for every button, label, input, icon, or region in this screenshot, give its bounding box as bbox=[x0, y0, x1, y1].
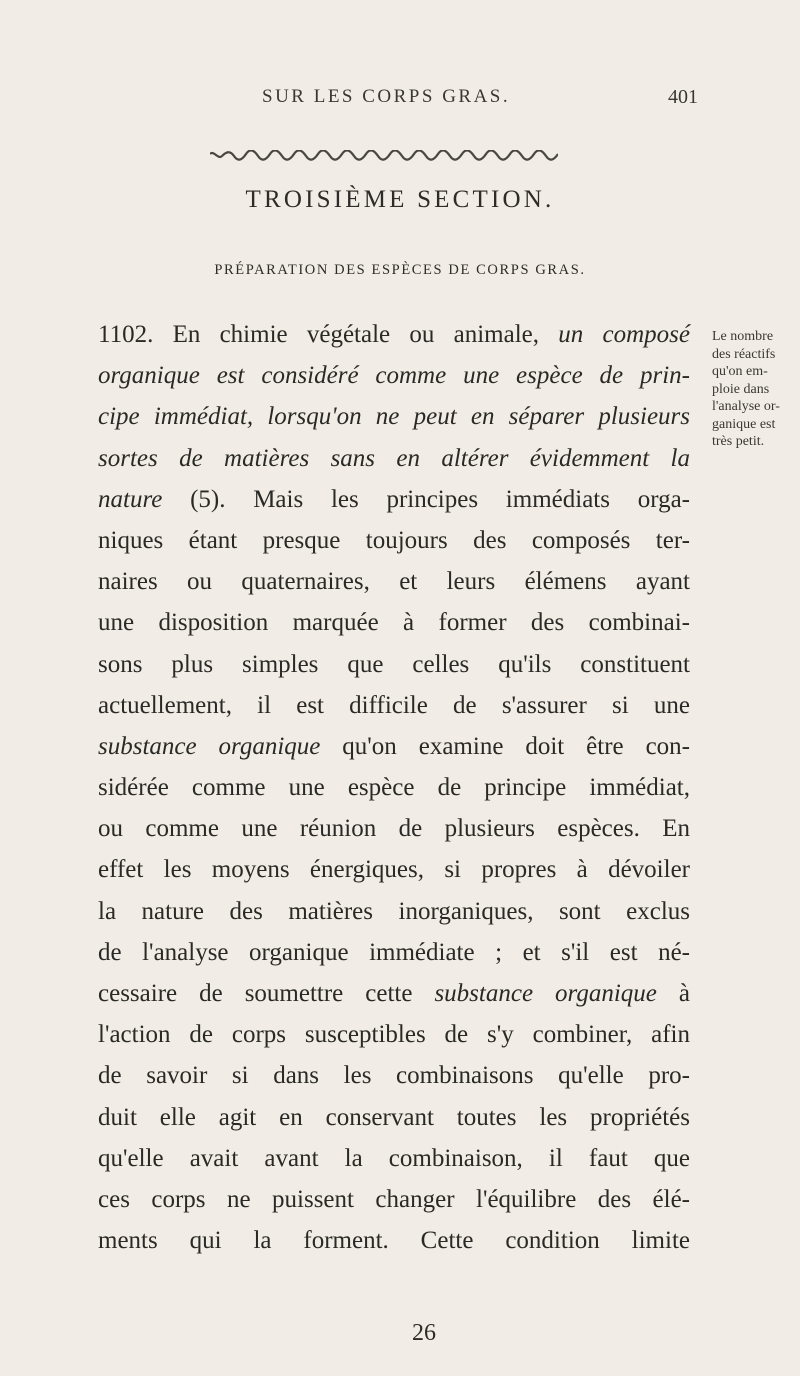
text-line: actuellement, il est difficile de s'assurer si une bbox=[98, 691, 690, 719]
section-title: TROISIÈME SECTION. bbox=[245, 186, 555, 213]
margin-note-line: très petit. bbox=[712, 434, 765, 449]
paragraph bbox=[98, 314, 690, 1261]
margin-note-line: l'analyse or- bbox=[712, 399, 780, 414]
text-line: qu'elle avait avant la combinaison, il faut que bbox=[98, 1144, 690, 1172]
text-line: la nature des matières inorganiques, sont exclus bbox=[98, 897, 690, 925]
margin-note-line: Le nombre bbox=[712, 329, 774, 344]
text-line: organique est considéré comme une espèce de prin- bbox=[98, 362, 690, 390]
signature-mark: 26 bbox=[412, 1320, 436, 1346]
margin-note-line: qu'on em- bbox=[712, 364, 768, 379]
text-line: de savoir si dans les combinaisons qu'elle pro- bbox=[98, 1062, 690, 1090]
page-number: 401 bbox=[668, 86, 698, 108]
text-line: cessaire de soumettre cette substance organique à bbox=[98, 980, 690, 1007]
margin-note bbox=[712, 328, 794, 451]
text-line: nature (5). Mais les principes immédiats orga- bbox=[98, 485, 690, 513]
section-subtitle: PRÉPARATION DES ESPÈCES DE CORPS GRAS. bbox=[214, 262, 586, 278]
text-line: duit elle agit en conservant toutes les propriétés bbox=[98, 1103, 690, 1131]
text-line: effet les moyens énergiques, si propres à dévoiler bbox=[98, 856, 690, 884]
margin-note-line: ganique est bbox=[712, 416, 776, 432]
margin-note-line: ploie dans bbox=[712, 381, 770, 397]
text-line: l'action de corps susceptibles de s'y combiner, afin bbox=[98, 1021, 690, 1049]
running-head bbox=[0, 86, 800, 116]
text-line: une disposition marquée à former des combinai- bbox=[98, 609, 690, 637]
running-title: SUR LES CORPS GRAS. bbox=[262, 86, 511, 107]
text-line: niques étant presque toujours des composés ter- bbox=[98, 526, 690, 554]
decorative-rule bbox=[210, 150, 558, 162]
text-line: sortes de matières sans en altérer évidemment la bbox=[98, 444, 690, 472]
text-line: naires ou quaternaires, et leurs élémens ayant bbox=[98, 568, 690, 596]
margin-note-line: des réactifs bbox=[712, 346, 776, 362]
text-line: cipe immédiat, lorsqu'on ne peut en séparer plusieurs bbox=[98, 403, 690, 431]
text-line: sons plus simples que celles qu'ils constituent bbox=[98, 650, 690, 678]
text-line: ces corps ne puissent changer l'équilibre des élé- bbox=[98, 1185, 690, 1213]
text-line: 1102. En chimie végétale ou animale, un composé bbox=[98, 321, 690, 348]
text-line: ou comme une réunion de plusieurs espèces. En bbox=[98, 815, 690, 843]
text-line: substance organique qu'on examine doit être con- bbox=[98, 732, 690, 760]
text-line: de l'analyse organique immédiate ; et s'il est né- bbox=[98, 938, 690, 966]
text-line: ments qui la forment. Cette condition limite bbox=[98, 1227, 690, 1255]
text-line: sidérée comme une espèce de principe immédiat, bbox=[98, 774, 690, 802]
